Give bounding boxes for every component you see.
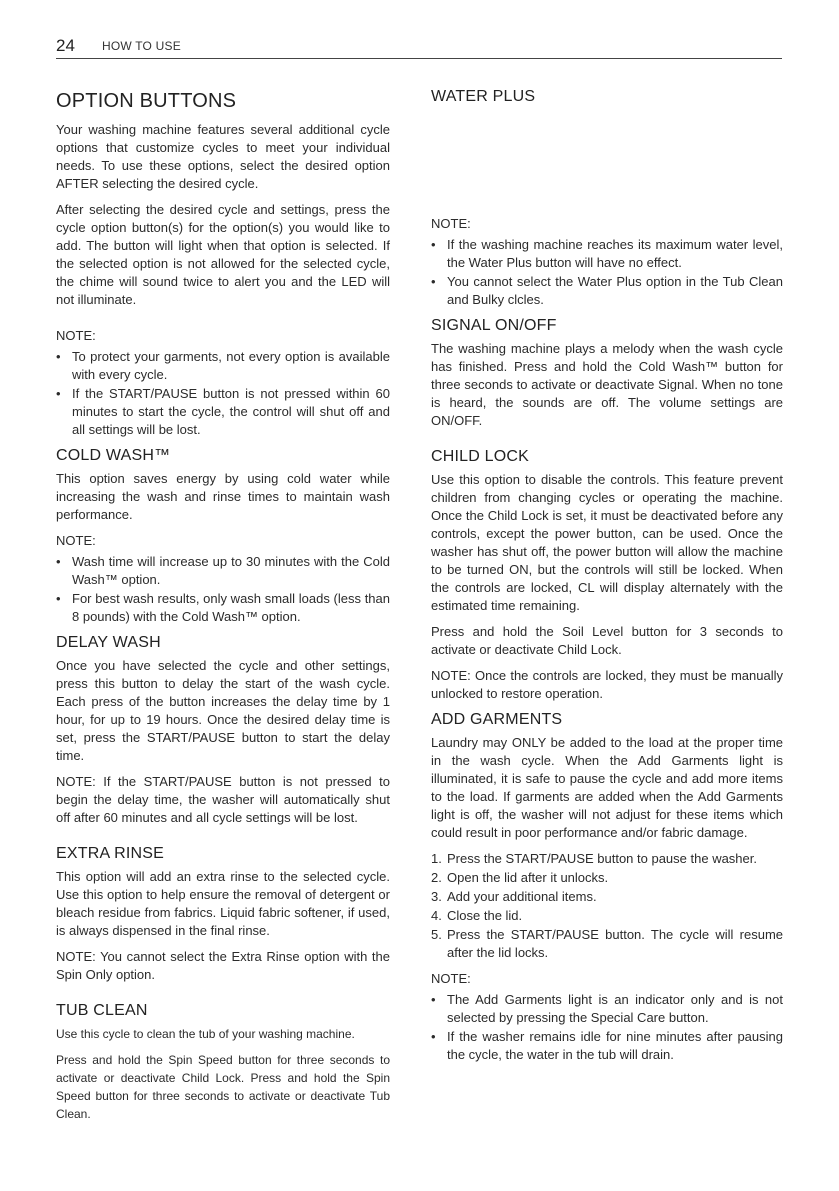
left-column	[56, 88, 390, 1131]
child-lock-heading: CHILD LOCK	[431, 448, 530, 465]
signal-heading: SIGNAL ON/OFF	[431, 317, 557, 334]
signal-body: The washing machine plays a melody when the wash cycle has finished. Press and hold the Cold Wash™ button for three seconds to activate or deactivate Signal. When no tone is heard, the sounds are off. The volume settings are ON/OFF.	[431, 341, 783, 428]
page-title: OPTION BUTTONS	[56, 90, 237, 112]
tub-clean-body-2: Press and hold the Spin Speed button for three seconds to activate or deactivate Child Lock. Press and hold the Spin Speed button for three seconds to activate or deactivate Tub Clean.	[56, 1053, 390, 1121]
list-item: • If the washer remains idle for nine minutes after pausing the cycle, the water in the tub will drain.	[431, 1029, 783, 1062]
child-lock-note: NOTE: Once the controls are locked, they must be manually unlocked to restore operation.	[431, 668, 783, 701]
list-item: • If the washing machine reaches its maximum water level, the Water Plus button will have no effect.	[431, 237, 783, 270]
list-item: 3. Add your additional items.	[431, 889, 597, 904]
extra-rinse-heading: EXTRA RINSE	[56, 845, 165, 862]
delay-wash-heading: DELAY WASH	[56, 634, 161, 651]
list-item: 5. Press the START/PAUSE button. The cycle will resume after the lid locks.	[431, 927, 783, 960]
extra-rinse-body: This option will add an extra rinse to the selected cycle. Use this option to help ensure the removal of detergent or bleach residue from fabrics. Liquid fabric softener, if used, is always dispensed in the final rinse.	[56, 869, 390, 938]
list-item: • If the START/PAUSE button is not pressed within 60 minutes to start the cycle, the control will shut off and all settings will be lost.	[56, 386, 390, 437]
list-item: • For best wash results, only wash small loads (less than 8 pounds) with the Cold Wash™ option.	[56, 591, 390, 624]
right-column	[431, 88, 783, 1072]
intro-paragraph-1: Your washing machine features several additional cycle options that customize cycles to meet your individual needs. To use these options, select the desired option AFTER selecting the desired cycle.	[56, 122, 390, 191]
intro-paragraph-2: After selecting the desired cycle and settings, press the cycle option button(s) for the option(s) you would like to add. The button will light when that option is selected. If the selected option is not allowed for the selected cycle, the chime will sound twice to alert you and the LED will not illuminate.	[56, 202, 390, 307]
list-item: 2. Open the lid after it unlocks.	[431, 870, 609, 885]
note-label: NOTE:	[56, 328, 96, 343]
section-label: HOW TO USE	[102, 39, 181, 53]
list-item: 4. Close the lid.	[431, 908, 523, 923]
cold-wash-heading: COLD WASH™	[56, 447, 171, 464]
note-label: NOTE:	[56, 533, 96, 548]
cold-wash-body: This option saves energy by using cold water while increasing the wash and rinse times to maintain wash performance.	[56, 471, 390, 522]
note-label: NOTE:	[431, 216, 471, 231]
add-garments-steps	[431, 850, 783, 962]
list-item: • Wash time will increase up to 30 minutes with the Cold Wash™ option.	[56, 554, 390, 587]
extra-rinse-note: NOTE: You cannot select the Extra Rinse option with the Spin Only option.	[56, 949, 390, 982]
cold-wash-notes-list	[56, 553, 390, 626]
add-garments-heading: ADD GARMENTS	[431, 711, 563, 728]
page-header	[56, 36, 782, 59]
tub-clean-body-1: Use this cycle to clean the tub of your washing machine.	[56, 1027, 355, 1041]
list-item: • You cannot select the Water Plus option in the Tub Clean and Bulky clcles.	[431, 274, 783, 307]
add-garments-body: Laundry may ONLY be added to the load at the proper time in the wash cycle. When the Add Garments light is illuminated, it is safe to pause the cycle and add more items to the load. If garments are added when the Add Garments light is off, the washer will not adjust for these items which could result in poor performance and/or fabric damage.	[431, 735, 783, 840]
list-item: • The Add Garments light is an indicator only and is not selected by pressing the Special Care button.	[431, 992, 783, 1025]
list-item: • To protect your garments, not every option is available with every cycle.	[56, 349, 390, 382]
water-plus-notes-list	[431, 236, 783, 309]
list-item: 1. Press the START/PAUSE button to pause the washer.	[431, 851, 757, 866]
child-lock-body-2: Press and hold the Soil Level button for 3 seconds to activate or deactivate Child Lock.	[431, 624, 783, 657]
option-notes-list	[56, 348, 390, 439]
note-label: NOTE:	[431, 971, 471, 986]
add-garments-notes-list	[431, 991, 783, 1064]
delay-wash-body: Once you have selected the cycle and other settings, press this button to delay the start of the wash cycle. Each press of the button increases the delay time by 1 hour, for up to 19 hours. Once the desired delay time is set, press the START/PAUSE button to start the delay time.	[56, 658, 390, 763]
tub-clean-heading: TUB CLEAN	[56, 1002, 148, 1019]
water-plus-heading: WATER PLUS	[431, 88, 536, 105]
delay-wash-note: NOTE: If the START/PAUSE button is not pressed to begin the delay time, the washer will automatically shut off after 60 minutes and all cycle settings will be lost.	[56, 774, 390, 825]
page-number: 24	[56, 36, 75, 55]
child-lock-body: Use this option to disable the controls. This feature prevent children from changing cycles or operating the machine. Once the Child Lock is set, it must be deactivated before any controls, except the power button, can be used. Once the washer has shut off, the power button will allow the machine to be turned ON, but the controls will still be locked. When the controls are locked, CL will display alternately with the estimated time remaining.	[431, 472, 783, 613]
